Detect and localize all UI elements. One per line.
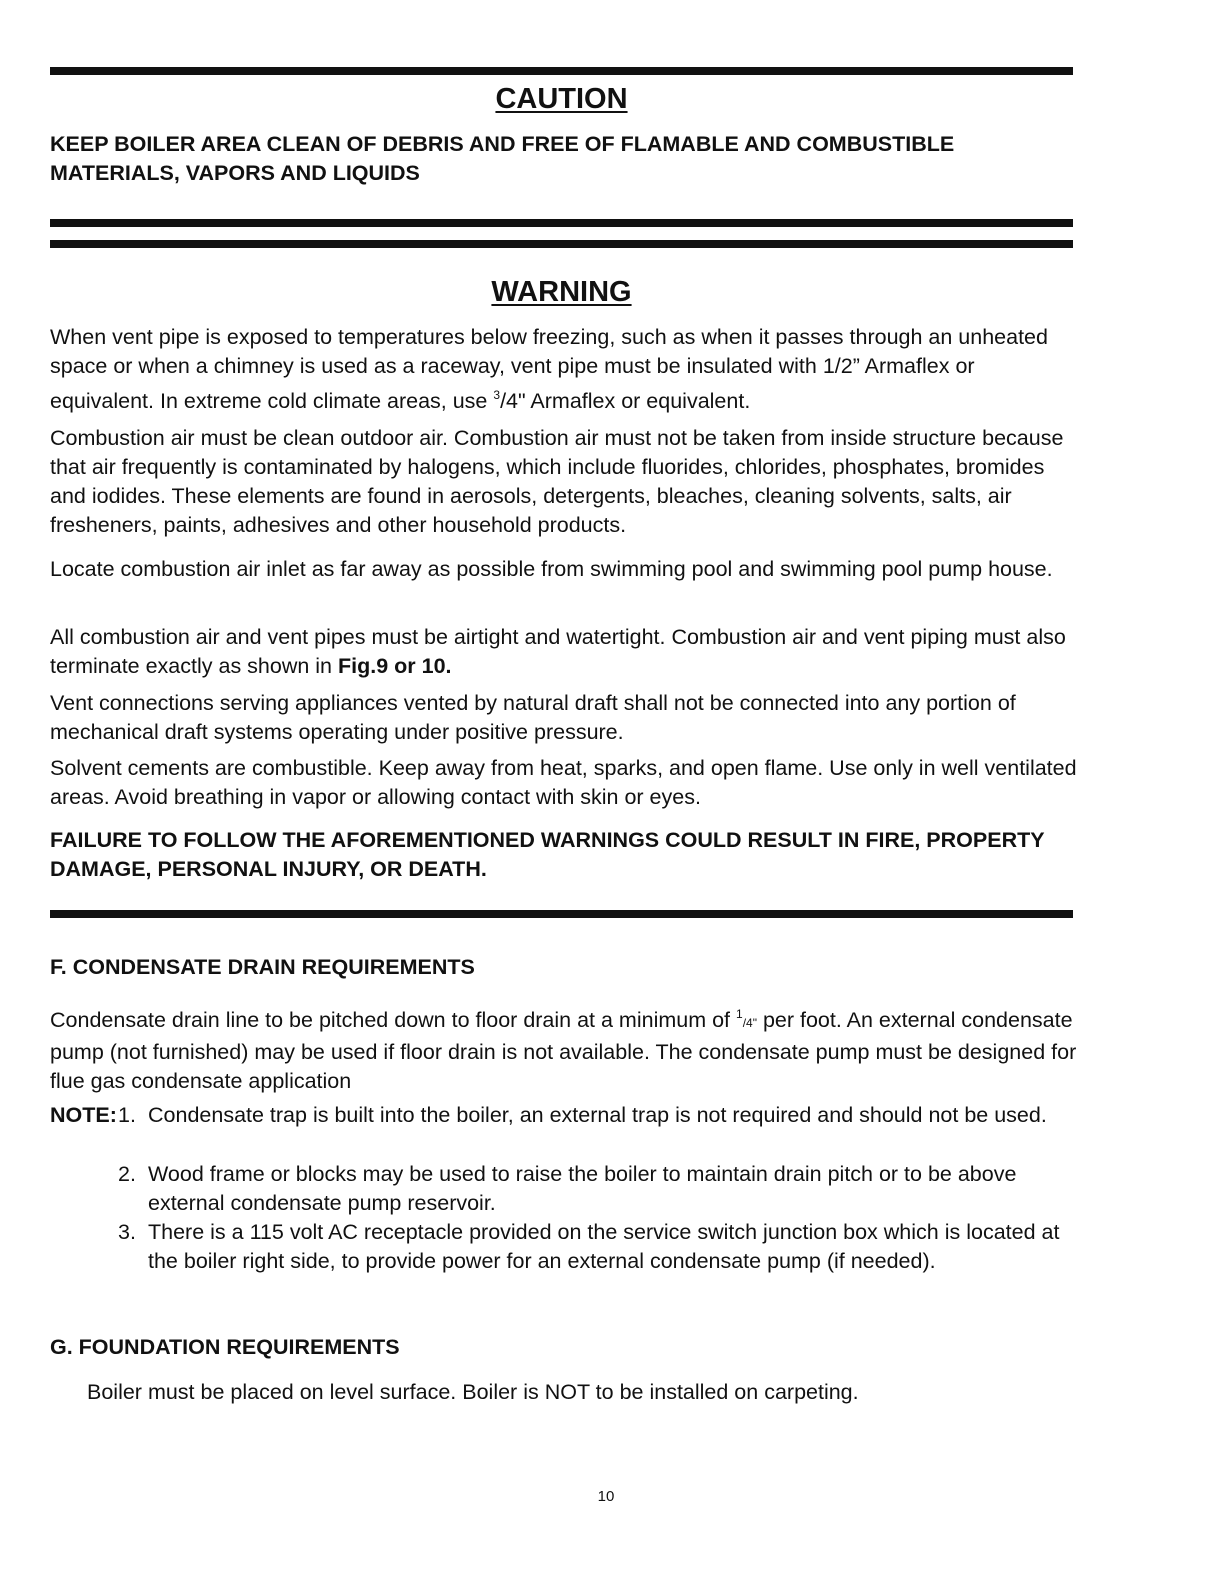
note-text: There is a 115 volt AC receptacle provided on the service switch junction box which is located at the boiler right side, to provide power for an external condensate pump (if needed). xyxy=(148,1220,1060,1273)
section-g-paragraph: Boiler must be placed on level surface. Boiler is NOT to be installed on carpeting. xyxy=(87,1380,859,1404)
fraction-numerator: 3 xyxy=(493,388,501,402)
caution-bottom-rule xyxy=(50,219,1073,227)
note-item-2 xyxy=(118,1160,1078,1218)
note-number: 3. xyxy=(118,1220,136,1244)
note-number: 1. xyxy=(118,1103,136,1127)
note-number: 2. xyxy=(118,1162,136,1186)
warning-paragraph-4: All combustion air and vent pipes must be airtight and watertight. Combustion air and vent piping must also terminate exactly as shown in Fig.9 or 10. xyxy=(50,625,1066,678)
page-number: 10 xyxy=(597,1488,615,1505)
caution-top-rule xyxy=(50,67,1073,75)
note-item-3 xyxy=(118,1218,1078,1305)
caution-title: CAUTION xyxy=(495,83,628,115)
note-text: Wood frame or blocks may be used to raise the boiler to maintain drain pitch or to be above external condensate pump reservoir. xyxy=(148,1162,1017,1215)
fraction-denominator: /4" xyxy=(742,1016,757,1030)
warning-paragraph-6: Solvent cements are combustible. Keep away from heat, sparks, and open flame. Use only in well ventilated areas. Avoid breathing in vapor or allowing contact with skin or eyes. xyxy=(50,756,1077,809)
warning-paragraph-1: When vent pipe is exposed to temperatures below freezing, such as when it passes through an unheated space or when a chimney is used as a raceway, vent pipe must be insulated with 1/2” Armaflex or equivalent. In extreme cold climate areas, use $^3$/4" Armaflex or equivalent. xyxy=(50,325,1048,413)
section-f-paragraph: Condensate drain line to be pitched down to floor drain at a minimum of $^1$/4" per foot. An external condensate pump (not furnished) may be used if floor drain is not available. The condensate pump must be designed for flue gas condensate application xyxy=(50,1007,1077,1093)
warning-bottom-rule xyxy=(50,910,1073,918)
fraction-numerator: 1 xyxy=(736,1007,743,1021)
figure-reference: Fig.9 or 10. xyxy=(338,654,452,678)
section-g-heading: G. FOUNDATION REQUIREMENTS xyxy=(50,1335,400,1359)
warning-top-rule xyxy=(50,240,1073,248)
warning-paragraph-5: Vent connections serving appliances vented by natural draft shall not be connected into any portion of mechanical draft systems operating under positive pressure. xyxy=(50,691,1016,744)
section-f-heading: F. CONDENSATE DRAIN REQUIREMENTS xyxy=(50,955,475,979)
note-label: NOTE: xyxy=(50,1103,117,1127)
caution-text: KEEP BOILER AREA CLEAN OF DEBRIS AND FREE OF FLAMABLE AND COMBUSTIBLE MATERIALS, VAPORS AND LIQUIDS xyxy=(50,132,955,185)
note-item-1 xyxy=(118,1101,1078,1159)
warning-paragraph-2: Combustion air must be clean outdoor air. Combustion air must not be taken from inside structure because that air frequently is contaminated by halogens, which include fluorides, chlorides, phosphates, bromides and iodides. These elements are found in aerosols, detergents, bleaches, cleaning solvents, salts, air fresheners, paints, adhesives and other household products. xyxy=(50,426,1064,537)
warning-paragraph-3: Locate combustion air inlet as far away as possible from swimming pool and swimming pool pump house. xyxy=(50,557,1053,581)
warning-final-statement: FAILURE TO FOLLOW THE AFOREMENTIONED WARNINGS COULD RESULT IN FIRE, PROPERTY DAMAGE, PERSONAL INJURY, OR DEATH. xyxy=(50,828,1045,881)
note-text: Condensate trap is built into the boiler, an external trap is not required and should not be used. xyxy=(148,1103,1047,1127)
warning-title: WARNING xyxy=(491,276,632,308)
